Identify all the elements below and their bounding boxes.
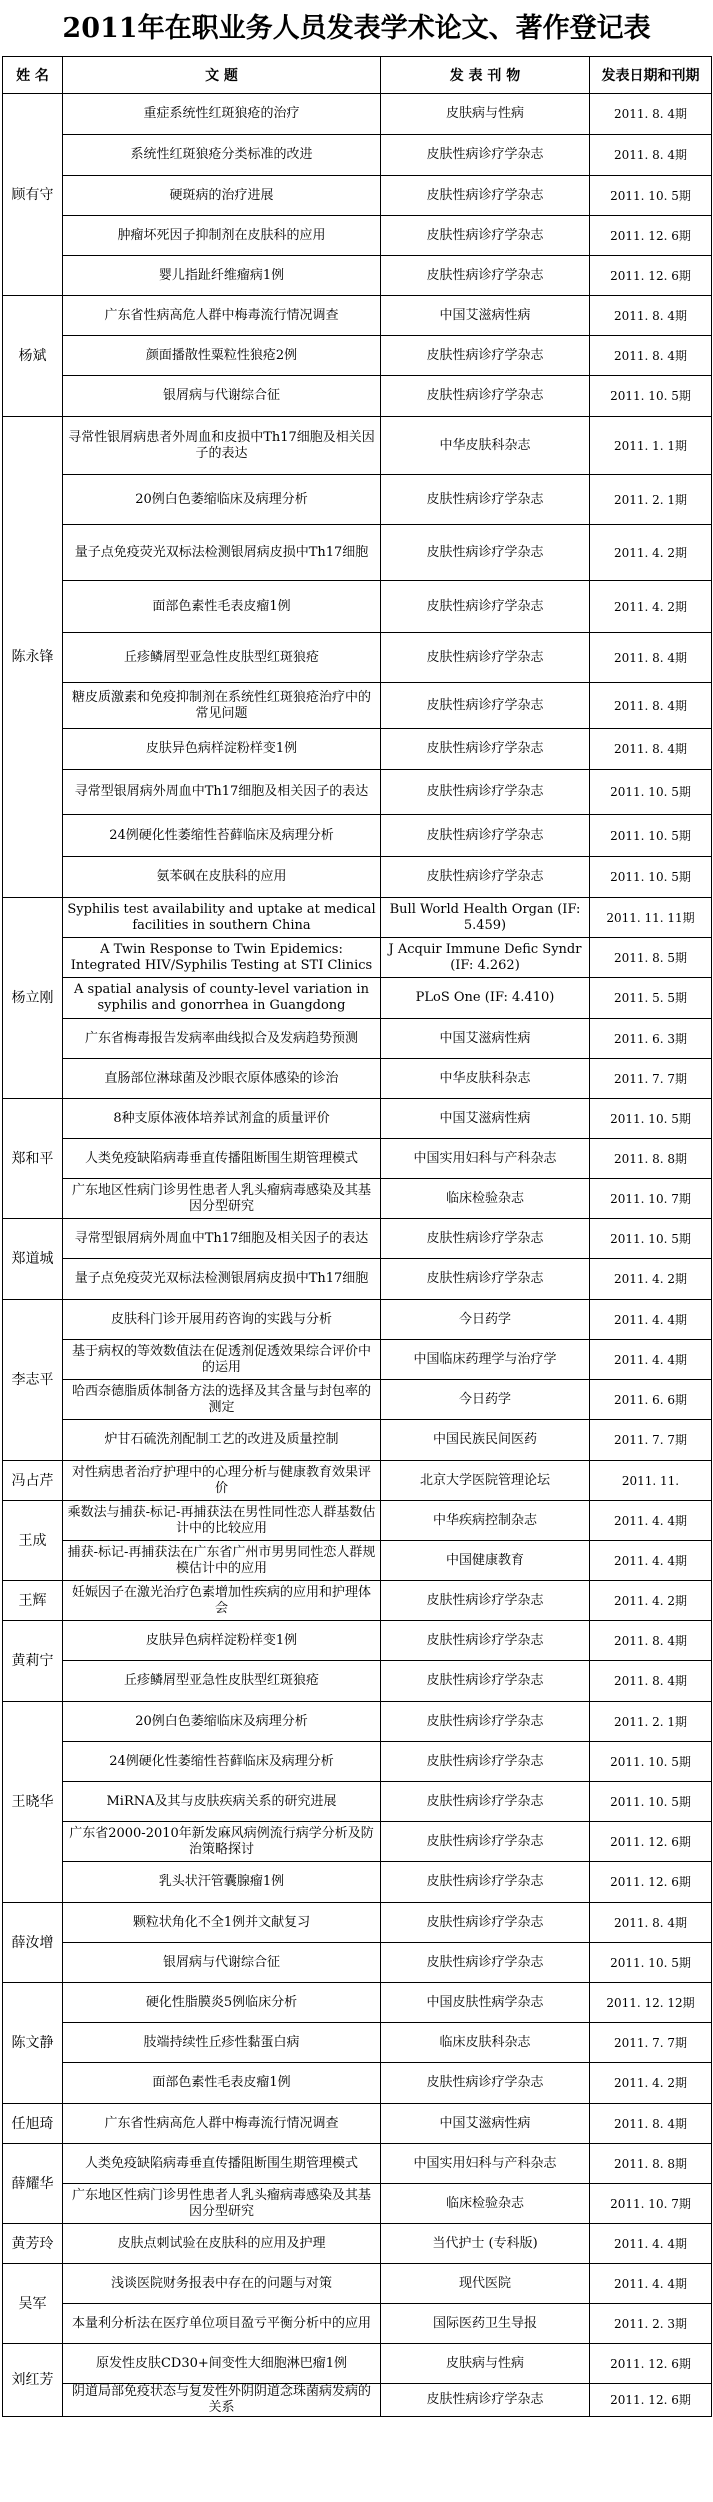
paper-title-cell: 8种支原体液体培养试剂盒的质量评价: [63, 1099, 381, 1139]
paper-title-cell: 对性病患者治疗护理中的心理分析与健康教育效果评价: [63, 1461, 381, 1501]
paper-title-cell: 乘数法与捕获-标记-再捕获法在男性同性恋人群基数估计中的比较应用: [63, 1501, 381, 1541]
author-name-cell: 刘红芳: [3, 2344, 63, 2417]
publish-date-cell: 2011. 6. 3期: [590, 1019, 712, 1059]
publish-date-cell: 2011. 10. 5期: [590, 1742, 712, 1782]
publications-table: [2, 56, 712, 2417]
author-name-cell: 郑道城: [3, 1219, 63, 1300]
journal-cell: 皮肤性病诊疗学杂志: [381, 376, 590, 417]
header-title: 文 题: [63, 57, 381, 94]
table-row: [3, 1059, 712, 1099]
paper-title-cell: A spatial analysis of county-level variation in syphilis and gonorrhea in Guangdong: [63, 978, 381, 1019]
journal-cell: 皮肤性病诊疗学杂志: [381, 857, 590, 898]
journal-cell: 中国民族民间医药: [381, 1420, 590, 1461]
journal-cell: 皮肤性病诊疗学杂志: [381, 1621, 590, 1661]
journal-cell: 皮肤性病诊疗学杂志: [381, 1943, 590, 1983]
journal-cell: 皮肤性病诊疗学杂志: [381, 1862, 590, 1903]
table-row: [3, 2224, 712, 2264]
paper-title-cell: 基于病权的等效数值法在促透剂促透效果综合评价中的运用: [63, 1340, 381, 1380]
author-name-cell: 杨立刚: [3, 898, 63, 1099]
journal-cell: 中国皮肤性病学杂志: [381, 1983, 590, 2023]
table-row: [3, 1219, 712, 1259]
paper-title-cell: 系统性红斑狼疮分类标准的改进: [63, 135, 381, 176]
paper-title-cell: 硬斑病的治疗进展: [63, 176, 381, 216]
publish-date-cell: 2011. 10. 5期: [590, 1219, 712, 1259]
paper-title-cell: 广东省性病高危人群中梅毒流行情况调查: [63, 2104, 381, 2144]
journal-cell: 今日药学: [381, 1380, 590, 1420]
page-title: 2011年在职业务人员发表学术论文、著作登记表: [62, 13, 651, 44]
publish-date-cell: 2011. 4. 4期: [590, 1300, 712, 1340]
paper-title-cell: 氨苯砜在皮肤科的应用: [63, 857, 381, 898]
table-row: [3, 581, 712, 633]
table-row: [3, 336, 712, 376]
paper-title-cell: 阴道局部免疫状态与复发性外阴阴道念珠菌病发病的关系: [63, 2384, 381, 2417]
paper-title-cell: 炉甘石硫洗剂配制工艺的改进及质量控制: [63, 1420, 381, 1461]
publish-date-cell: 2011. 12. 12期: [590, 1983, 712, 2023]
publish-date-cell: 2011. 12. 6期: [590, 256, 712, 296]
table-row: [3, 2023, 712, 2063]
header-journal: 发 表 刊 物: [381, 57, 590, 94]
journal-cell: 皮肤性病诊疗学杂志: [381, 1661, 590, 1702]
author-name-cell: 陈永锋: [3, 417, 63, 898]
table-row: [3, 2384, 712, 2417]
publish-date-cell: 2011. 5. 5期: [590, 978, 712, 1019]
journal-cell: 皮肤性病诊疗学杂志: [381, 683, 590, 729]
journal-cell: 中国实用妇科与产科杂志: [381, 2144, 590, 2184]
publish-date-cell: 2011. 10. 5期: [590, 1099, 712, 1139]
table-row: [3, 1862, 712, 1903]
paper-title-cell: A Twin Response to Twin Epidemics: Integrated HIV/Syphilis Testing at STI Clinics: [63, 938, 381, 978]
author-name-cell: 顾有守: [3, 94, 63, 296]
table-row: [3, 2304, 712, 2344]
author-name-cell: 冯占芹: [3, 1461, 63, 1501]
publish-date-cell: 2011. 12. 6期: [590, 216, 712, 256]
table-row: [3, 633, 712, 683]
journal-cell: J Acquir Immune Defic Syndr (IF: 4.262): [381, 938, 590, 978]
paper-title-cell: 颜面播散性粟粒性狼疮2例: [63, 336, 381, 376]
paper-title-cell: 颗粒状角化不全1例并文献复习: [63, 1903, 381, 1943]
table-row: [3, 1420, 712, 1461]
publish-date-cell: 2011. 10. 5期: [590, 857, 712, 898]
author-name-cell: 杨斌: [3, 296, 63, 417]
table-row: [3, 2264, 712, 2304]
table-row: [3, 1019, 712, 1059]
publish-date-cell: 2011. 6. 6期: [590, 1380, 712, 1420]
publish-date-cell: 2011. 2. 1期: [590, 1702, 712, 1742]
table-row: [3, 376, 712, 417]
author-name-cell: 王晓华: [3, 1702, 63, 1903]
paper-title-cell: 寻常性银屑病患者外周血和皮损中Th17细胞及相关因子的表达: [63, 417, 381, 475]
publish-date-cell: 2011. 10. 5期: [590, 1782, 712, 1822]
journal-cell: 临床皮肤科杂志: [381, 2023, 590, 2063]
table-row: [3, 815, 712, 857]
publish-date-cell: 2011. 11. 11期: [590, 898, 712, 938]
journal-cell: 中华皮肤科杂志: [381, 417, 590, 475]
paper-title-cell: 肿瘤坏死因子抑制剂在皮肤科的应用: [63, 216, 381, 256]
paper-title-cell: 皮肤异色病样淀粉样变1例: [63, 729, 381, 770]
author-name-cell: 陈文静: [3, 1983, 63, 2104]
journal-cell: 皮肤性病诊疗学杂志: [381, 581, 590, 633]
journal-cell: 临床检验杂志: [381, 1179, 590, 1219]
table-row: [3, 683, 712, 729]
paper-title-cell: 24例硬化性萎缩性苔藓临床及病理分析: [63, 815, 381, 857]
journal-cell: 皮肤性病诊疗学杂志: [381, 336, 590, 376]
author-name-cell: 黄芳玲: [3, 2224, 63, 2264]
table-row: [3, 296, 712, 336]
publish-date-cell: 2011. 4. 4期: [590, 1340, 712, 1380]
author-name-cell: 郑和平: [3, 1099, 63, 1219]
table-row: [3, 176, 712, 216]
table-row: [3, 1581, 712, 1621]
author-name-cell: 薛汝增: [3, 1903, 63, 1983]
table-row: [3, 1541, 712, 1581]
publish-date-cell: 2011. 1. 1期: [590, 417, 712, 475]
paper-title-cell: 重症系统性红斑狼疮的治疗: [63, 94, 381, 135]
paper-title-cell: 24例硬化性萎缩性苔藓临床及病理分析: [63, 1742, 381, 1782]
paper-title-cell: 广东省2000-2010年新发麻风病例流行病学分析及防治策略探讨: [63, 1822, 381, 1862]
journal-cell: 皮肤性病诊疗学杂志: [381, 1903, 590, 1943]
paper-title-cell: 20例白色萎缩临床及病理分析: [63, 1702, 381, 1742]
paper-title-cell: 广东地区性病门诊男性患者人乳头瘤病毒感染及其基因分型研究: [63, 1179, 381, 1219]
table-row: [3, 1782, 712, 1822]
table-row: [3, 1259, 712, 1300]
journal-cell: 临床检验杂志: [381, 2184, 590, 2224]
publish-date-cell: 2011. 4. 4期: [590, 1541, 712, 1581]
journal-cell: 中国艾滋病性病: [381, 1099, 590, 1139]
paper-title-cell: 肢端持续性丘疹性黏蛋白病: [63, 2023, 381, 2063]
paper-title-cell: 人类免疫缺陷病毒垂直传播阻断围生期管理模式: [63, 1139, 381, 1179]
table-row: [3, 729, 712, 770]
publish-date-cell: 2011. 4. 2期: [590, 581, 712, 633]
paper-title-cell: 广东地区性病门诊男性患者人乳头瘤病毒感染及其基因分型研究: [63, 2184, 381, 2224]
publish-date-cell: 2011. 2. 3期: [590, 2304, 712, 2344]
publish-date-cell: 2011. 12. 6期: [590, 1862, 712, 1903]
table-row: [3, 256, 712, 296]
paper-title-cell: 量子点免疫荧光双标法检测银屑病皮损中Th17细胞: [63, 1259, 381, 1300]
journal-cell: 中国健康教育: [381, 1541, 590, 1581]
table-row: [3, 1702, 712, 1742]
journal-cell: 皮肤性病诊疗学杂志: [381, 815, 590, 857]
table-row: [3, 417, 712, 475]
publish-date-cell: 2011. 12. 6期: [590, 2384, 712, 2417]
publish-date-cell: 2011. 11.: [590, 1461, 712, 1501]
journal-cell: 现代医院: [381, 2264, 590, 2304]
journal-cell: 中国艾滋病性病: [381, 1019, 590, 1059]
table-row: [3, 1983, 712, 2023]
journal-cell: 皮肤性病诊疗学杂志: [381, 1782, 590, 1822]
table-row: [3, 1380, 712, 1420]
journal-cell: 皮肤性病诊疗学杂志: [381, 1822, 590, 1862]
publish-date-cell: 2011. 10. 7期: [590, 2184, 712, 2224]
table-row: [3, 770, 712, 815]
header-date: 发表日期和刊期: [590, 57, 712, 94]
table-row: [3, 1822, 712, 1862]
table-row: [3, 1661, 712, 1702]
journal-cell: 皮肤性病诊疗学杂志: [381, 2063, 590, 2104]
publish-date-cell: 2011. 8. 4期: [590, 729, 712, 770]
journal-cell: 皮肤性病诊疗学杂志: [381, 2384, 590, 2417]
author-name-cell: 王成: [3, 1501, 63, 1581]
table-row: [3, 978, 712, 1019]
author-name-cell: 薛耀华: [3, 2144, 63, 2224]
table-row: [3, 857, 712, 898]
journal-cell: 国际医药卫生导报: [381, 2304, 590, 2344]
journal-cell: 中国实用妇科与产科杂志: [381, 1139, 590, 1179]
table-row: [3, 94, 712, 135]
paper-title-cell: 皮肤异色病样淀粉样变1例: [63, 1621, 381, 1661]
table-row: [3, 1903, 712, 1943]
publish-date-cell: 2011. 8. 4期: [590, 1903, 712, 1943]
journal-cell: 中国艾滋病性病: [381, 296, 590, 336]
publish-date-cell: 2011. 7. 7期: [590, 2023, 712, 2063]
paper-title-cell: 原发性皮肤CD30+间变性大细胞淋巴瘤1例: [63, 2344, 381, 2384]
publish-date-cell: 2011. 8. 4期: [590, 683, 712, 729]
paper-title-cell: 面部色素性毛表皮瘤1例: [63, 2063, 381, 2104]
journal-cell: 皮肤性病诊疗学杂志: [381, 256, 590, 296]
journal-cell: 皮肤性病诊疗学杂志: [381, 1259, 590, 1300]
journal-cell: 皮肤病与性病: [381, 2344, 590, 2384]
table-row: [3, 1621, 712, 1661]
table-row: [3, 898, 712, 938]
paper-title-cell: 皮肤点刺试验在皮肤科的应用及护理: [63, 2224, 381, 2264]
publish-date-cell: 2011. 8. 4期: [590, 296, 712, 336]
journal-cell: 中华皮肤科杂志: [381, 1059, 590, 1099]
journal-cell: 皮肤性病诊疗学杂志: [381, 216, 590, 256]
paper-title-cell: 面部色素性毛表皮瘤1例: [63, 581, 381, 633]
table-row: [3, 1340, 712, 1380]
journal-cell: 皮肤性病诊疗学杂志: [381, 729, 590, 770]
publish-date-cell: 2011. 10. 5期: [590, 176, 712, 216]
publish-date-cell: 2011. 8. 5期: [590, 938, 712, 978]
table-header-row: [3, 57, 712, 94]
publish-date-cell: 2011. 10. 7期: [590, 1179, 712, 1219]
paper-title-cell: 量子点免疫荧光双标法检测银屑病皮损中Th17细胞: [63, 525, 381, 581]
publish-date-cell: 2011. 7. 7期: [590, 1420, 712, 1461]
publish-date-cell: 2011. 4. 4期: [590, 2264, 712, 2304]
author-name-cell: 任旭琦: [3, 2104, 63, 2144]
table-body: [3, 94, 712, 2417]
table-row: [3, 1179, 712, 1219]
publish-date-cell: 2011. 8. 8期: [590, 1139, 712, 1179]
journal-cell: Bull World Health Organ (IF: 5.459): [381, 898, 590, 938]
paper-title-cell: 银屑病与代谢综合征: [63, 1943, 381, 1983]
journal-cell: 今日药学: [381, 1300, 590, 1340]
journal-cell: 皮肤性病诊疗学杂志: [381, 176, 590, 216]
journal-cell: 皮肤性病诊疗学杂志: [381, 1702, 590, 1742]
publish-date-cell: 2011. 8. 4期: [590, 2104, 712, 2144]
publish-date-cell: 2011. 8. 4期: [590, 1621, 712, 1661]
publish-date-cell: 2011. 10. 5期: [590, 376, 712, 417]
publish-date-cell: 2011. 12. 6期: [590, 1822, 712, 1862]
table-row: [3, 475, 712, 525]
table-row: [3, 2344, 712, 2384]
paper-title-cell: 捕获-标记-再捕获法在广东省广州市男男同性恋人群规模估计中的应用: [63, 1541, 381, 1581]
journal-cell: 皮肤性病诊疗学杂志: [381, 1742, 590, 1782]
author-name-cell: 李志平: [3, 1300, 63, 1461]
paper-title-cell: 丘疹鳞屑型亚急性皮肤型红斑狼疮: [63, 633, 381, 683]
paper-title-cell: 银屑病与代谢综合征: [63, 376, 381, 417]
journal-cell: 中国临床药理学与治疗学: [381, 1340, 590, 1380]
table-row: [3, 938, 712, 978]
journal-cell: 皮肤性病诊疗学杂志: [381, 633, 590, 683]
paper-title-cell: 皮肤科门诊开展用药咨询的实践与分析: [63, 1300, 381, 1340]
table-row: [3, 525, 712, 581]
journal-cell: 皮肤性病诊疗学杂志: [381, 475, 590, 525]
table-row: [3, 2184, 712, 2224]
paper-title-cell: 人类免疫缺陷病毒垂直传播阻断围生期管理模式: [63, 2144, 381, 2184]
table-row: [3, 2104, 712, 2144]
table-row: [3, 1099, 712, 1139]
journal-cell: 皮肤性病诊疗学杂志: [381, 525, 590, 581]
publish-date-cell: 2011. 8. 4期: [590, 135, 712, 176]
publish-date-cell: 2011. 8. 4期: [590, 1661, 712, 1702]
publish-date-cell: 2011. 4. 2期: [590, 525, 712, 581]
journal-cell: 北京大学医院管理论坛: [381, 1461, 590, 1501]
publish-date-cell: 2011. 8. 4期: [590, 633, 712, 683]
paper-title-cell: Syphilis test availability and uptake at medical facilities in southern China: [63, 898, 381, 938]
journal-cell: 皮肤病与性病: [381, 94, 590, 135]
journal-cell: 皮肤性病诊疗学杂志: [381, 135, 590, 176]
paper-title-cell: 丘疹鳞屑型亚急性皮肤型红斑狼疮: [63, 1661, 381, 1702]
paper-title-cell: 糖皮质激素和免疫抑制剂在系统性红斑狼疮治疗中的常见问题: [63, 683, 381, 729]
publish-date-cell: 2011. 12. 6期: [590, 2344, 712, 2384]
journal-cell: 皮肤性病诊疗学杂志: [381, 770, 590, 815]
table-row: [3, 2063, 712, 2104]
paper-title-cell: 广东省梅毒报告发病率曲线拟合及发病趋势预测: [63, 1019, 381, 1059]
author-name-cell: 黄莉宁: [3, 1621, 63, 1702]
publish-date-cell: 2011. 4. 4期: [590, 1501, 712, 1541]
author-name-cell: 吴军: [3, 2264, 63, 2344]
header-name: 姓 名: [3, 57, 63, 94]
journal-cell: 当代护士 (专科版): [381, 2224, 590, 2264]
paper-title-cell: 本量利分析法在医疗单位项目盈亏平衡分析中的应用: [63, 2304, 381, 2344]
paper-title-cell: 妊娠因子在激光治疗色素增加性疾病的应用和护理体会: [63, 1581, 381, 1621]
publish-date-cell: 2011. 4. 2期: [590, 2063, 712, 2104]
journal-cell: PLoS One (IF: 4.410): [381, 978, 590, 1019]
table-row: [3, 135, 712, 176]
publish-date-cell: 2011. 4. 2期: [590, 1581, 712, 1621]
journal-cell: 皮肤性病诊疗学杂志: [381, 1581, 590, 1621]
table-row: [3, 1501, 712, 1541]
publish-date-cell: 2011. 8. 4期: [590, 336, 712, 376]
paper-title-cell: 哈西奈德脂质体制备方法的选择及其含量与封包率的测定: [63, 1380, 381, 1420]
publish-date-cell: 2011. 10. 5期: [590, 1943, 712, 1983]
paper-title-cell: 婴儿指趾纤维瘤病1例: [63, 256, 381, 296]
paper-title-cell: 20例白色萎缩临床及病理分析: [63, 475, 381, 525]
table-row: [3, 1300, 712, 1340]
publish-date-cell: 2011. 8. 8期: [590, 2144, 712, 2184]
table-row: [3, 1943, 712, 1983]
paper-title-cell: 寻常型银屑病外周血中Th17细胞及相关因子的表达: [63, 1219, 381, 1259]
table-row: [3, 216, 712, 256]
author-name-cell: 王辉: [3, 1581, 63, 1621]
journal-cell: 中国艾滋病性病: [381, 2104, 590, 2144]
publish-date-cell: 2011. 2. 1期: [590, 475, 712, 525]
publish-date-cell: 2011. 8. 4期: [590, 94, 712, 135]
paper-title-cell: 硬化性脂膜炎5例临床分析: [63, 1983, 381, 2023]
paper-title-cell: MiRNA及其与皮肤疾病关系的研究进展: [63, 1782, 381, 1822]
publish-date-cell: 2011. 4. 2期: [590, 1259, 712, 1300]
table-row: [3, 1139, 712, 1179]
paper-title-cell: 浅谈医院财务报表中存在的问题与对策: [63, 2264, 381, 2304]
paper-title-cell: 广东省性病高危人群中梅毒流行情况调查: [63, 296, 381, 336]
paper-title-cell: 乳头状汗管囊腺瘤1例: [63, 1862, 381, 1903]
journal-cell: 皮肤性病诊疗学杂志: [381, 1219, 590, 1259]
table-row: [3, 2144, 712, 2184]
journal-cell: 中华疾病控制杂志: [381, 1501, 590, 1541]
paper-title-cell: 寻常型银屑病外周血中Th17细胞及相关因子的表达: [63, 770, 381, 815]
publish-date-cell: 2011. 10. 5期: [590, 815, 712, 857]
publish-date-cell: 2011. 10. 5期: [590, 770, 712, 815]
table-row: [3, 1742, 712, 1782]
paper-title-cell: 直肠部位淋球菌及沙眼衣原体感染的诊治: [63, 1059, 381, 1099]
publish-date-cell: 2011. 4. 4期: [590, 2224, 712, 2264]
publish-date-cell: 2011. 7. 7期: [590, 1059, 712, 1099]
table-row: [3, 1461, 712, 1501]
